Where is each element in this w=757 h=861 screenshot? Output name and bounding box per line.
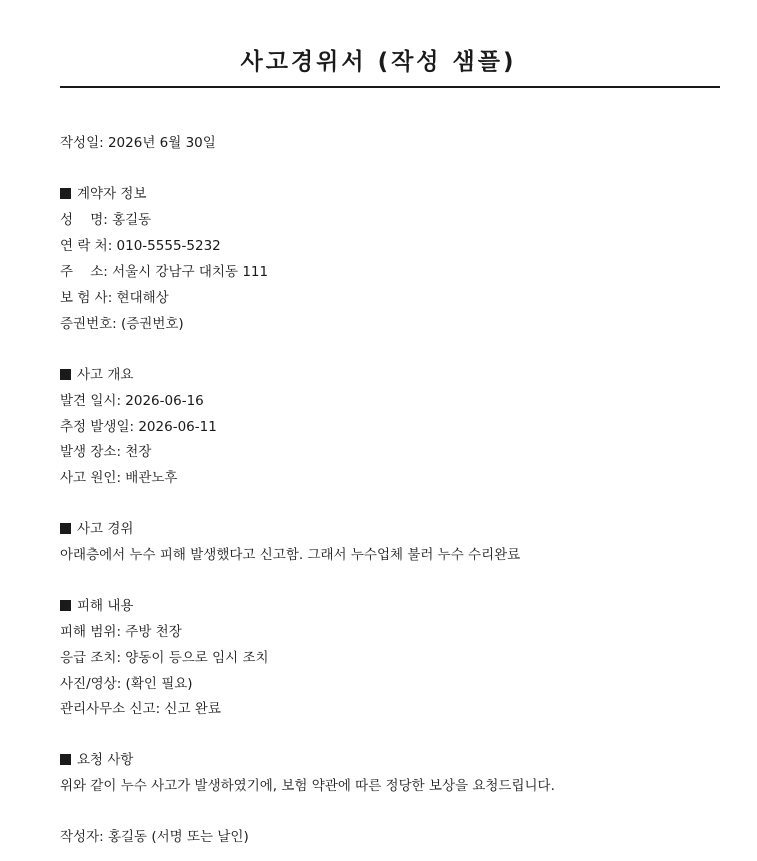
contractor-insurer: 보 험 사: 현대해상 <box>60 290 169 306</box>
square-bullet-icon <box>60 523 71 534</box>
damage-emergency-action: 응급 조치: 양동이 등으로 임시 조치 <box>60 650 269 666</box>
square-bullet-icon <box>60 754 71 765</box>
section-heading-damage: 피해 내용 <box>60 596 133 616</box>
section-heading-contractor: 계약자 정보 <box>60 184 147 204</box>
section-heading-circumstances: 사고 경위 <box>60 519 133 539</box>
contractor-address: 주 소: 서울시 강남구 대치동 111 <box>60 264 269 280</box>
contractor-phone: 연 락 처: 010-5555-5232 <box>60 238 221 254</box>
document-title: 사고경위서 (작성 샘플) <box>240 49 517 75</box>
overview-discovered: 발견 일시: 2026-06-16 <box>60 393 204 409</box>
contractor-policy-number: 증권번호: (증권번호) <box>60 316 184 332</box>
damage-office-report: 관리사무소 신고: 신고 완료 <box>60 701 221 717</box>
damage-scope: 피해 범위: 주방 천장 <box>60 624 182 640</box>
square-bullet-icon <box>60 188 71 199</box>
request-text: 위와 같이 누수 사고가 발생하였기에, 보험 약관에 따른 정당한 보상을 요청드립니다. <box>60 778 555 794</box>
section-heading-overview: 사고 개요 <box>60 365 133 385</box>
square-bullet-icon <box>60 369 71 380</box>
contractor-name: 성 명: 홍길동 <box>60 212 152 228</box>
date-line: 작성일: 2026년 6월 30일 <box>60 135 216 151</box>
author-line: 작성자: 홍길동 (서명 또는 날인) <box>60 829 249 845</box>
circumstances-text: 아래층에서 누수 피해 발생했다고 신고함. 그래서 누수업체 불러 누수 수리완료 <box>60 547 521 563</box>
overview-location: 발생 장소: 천장 <box>60 444 152 460</box>
square-bullet-icon <box>60 600 71 611</box>
title-divider <box>60 86 720 88</box>
section-heading-request: 요청 사항 <box>60 750 133 770</box>
overview-cause: 사고 원인: 배관노후 <box>60 470 178 486</box>
overview-estimated-date: 추정 발생일: 2026-06-11 <box>60 419 217 435</box>
damage-photos: 사진/영상: (확인 필요) <box>60 676 193 692</box>
